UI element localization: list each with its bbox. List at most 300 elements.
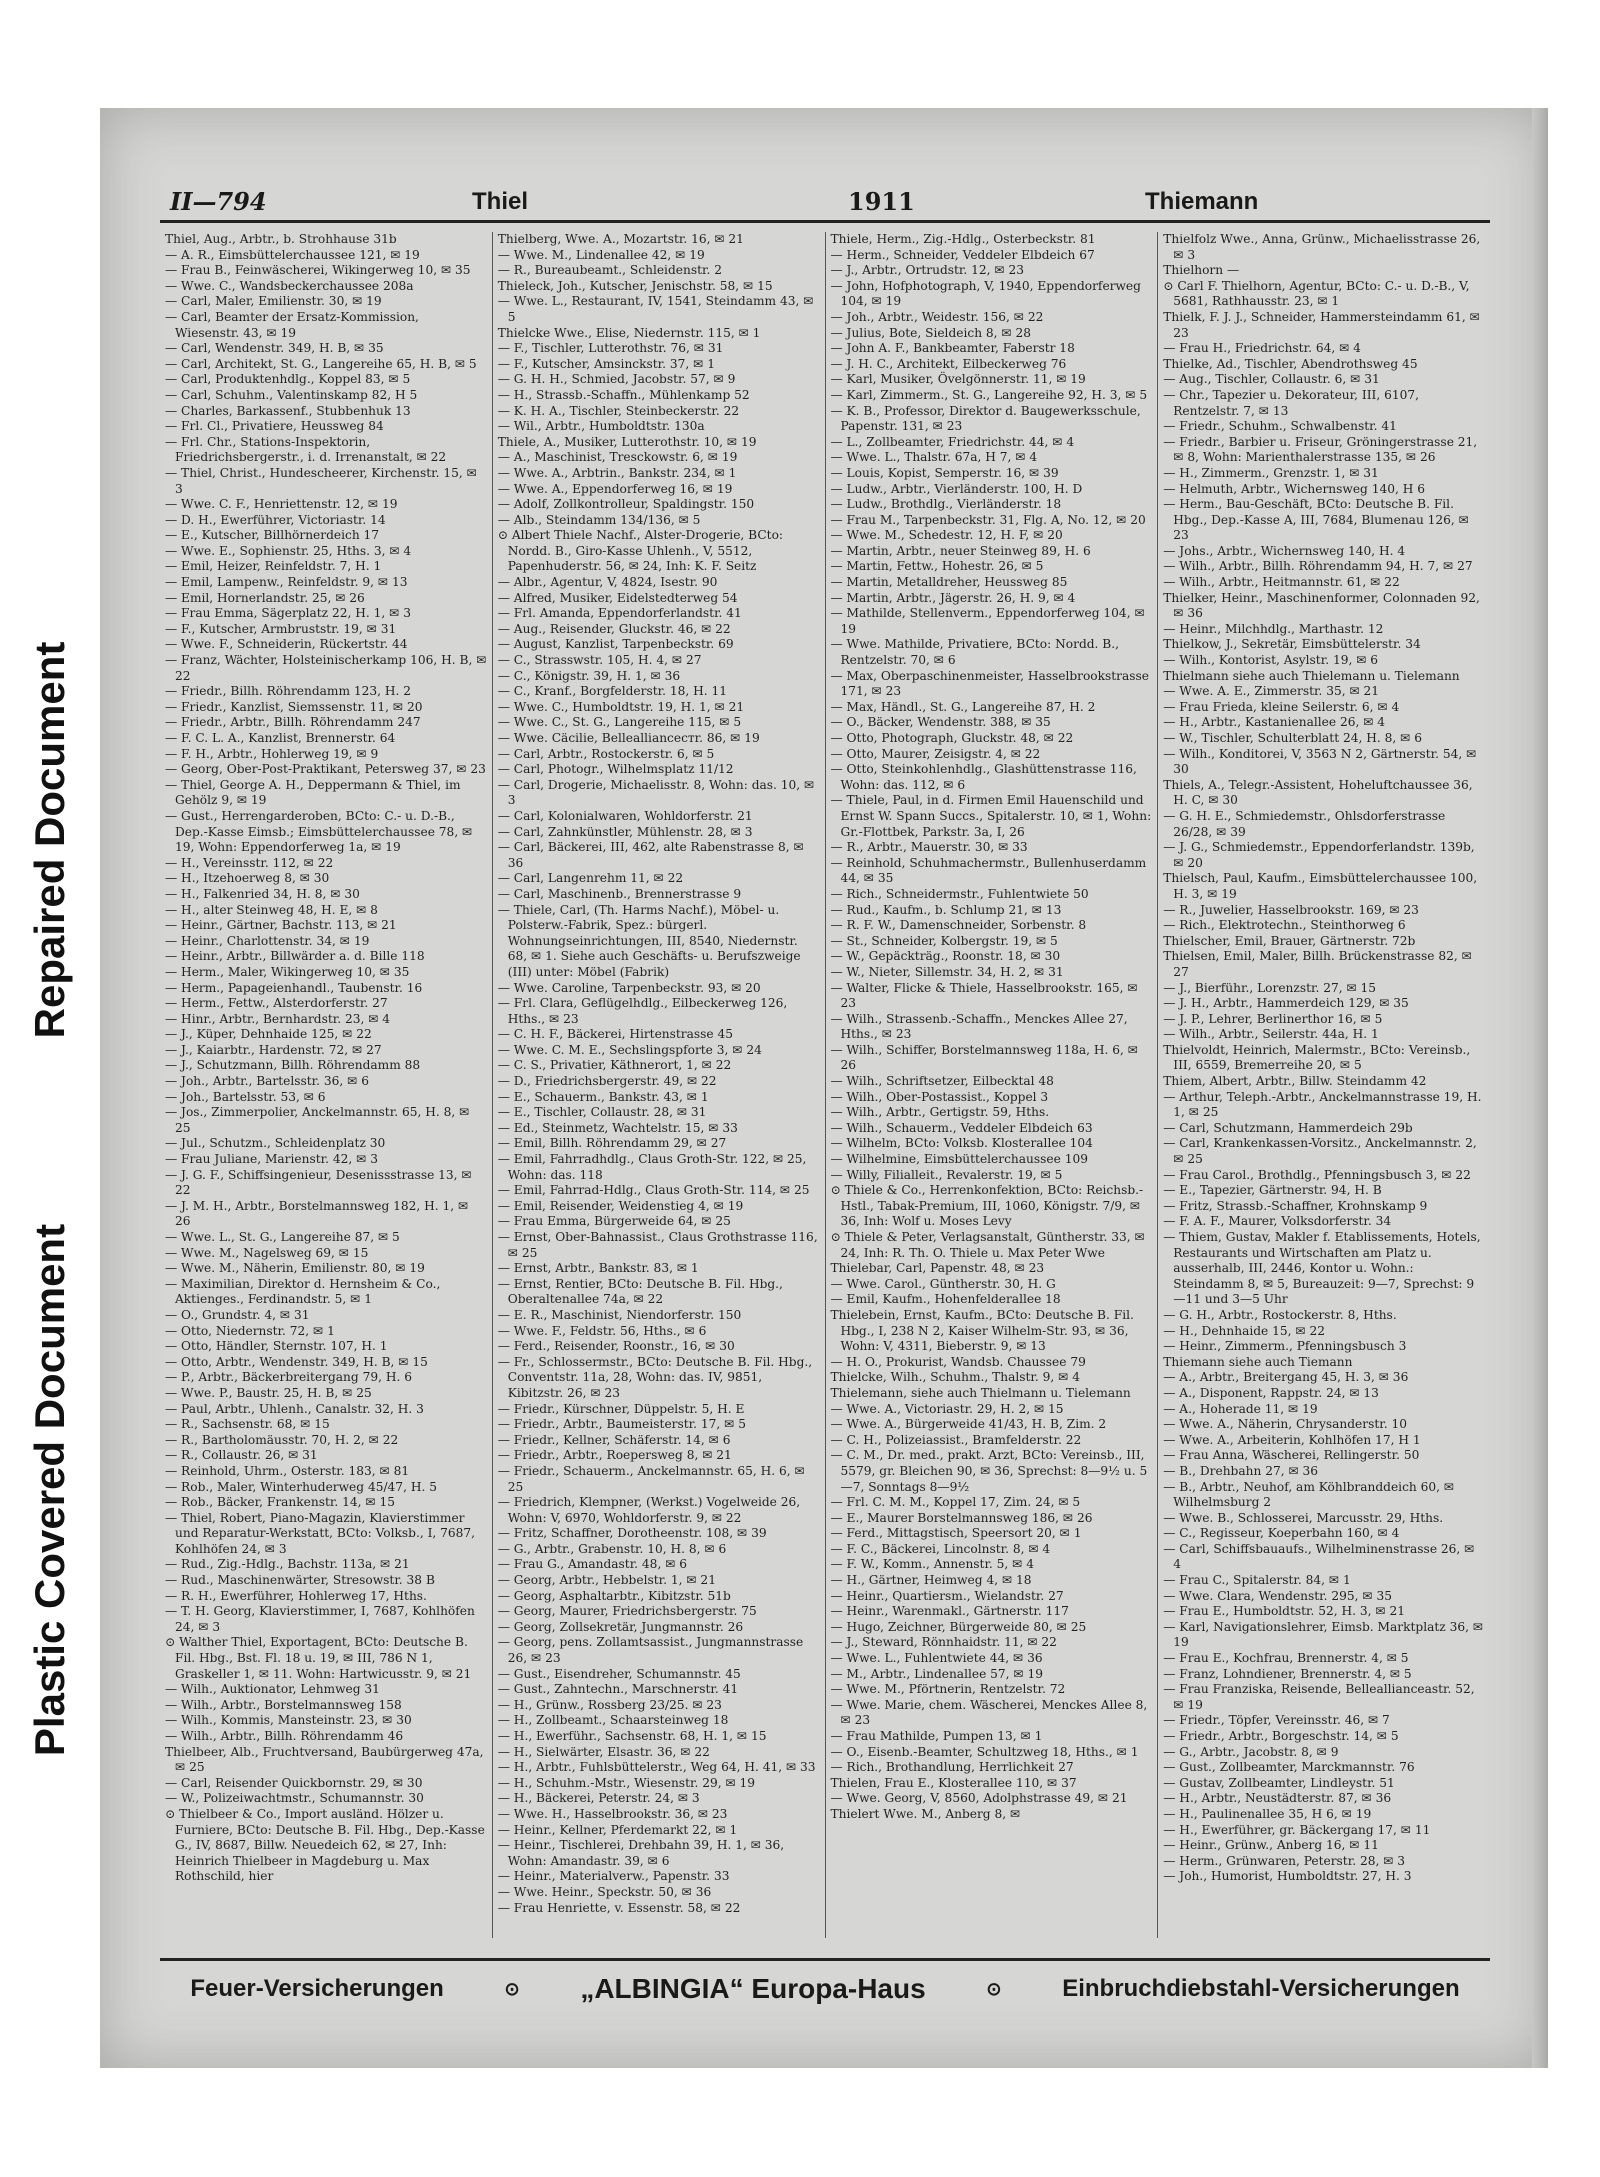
directory-entry: — Carl, Schutzmann, Hammerdeich 29b	[1163, 1120, 1413, 1135]
directory-entry: — Frau Mathilde, Pumpen 13, ✉ 1	[830, 1729, 1043, 1743]
footer-separator-icon: ⊙	[986, 1978, 1002, 1999]
directory-entry: — R. H., Ewerführer, Hohlerweg 17, Hths.	[165, 1588, 427, 1603]
directory-entry: Thielebar, Carl, Papenstr. 48, ✉ 23	[830, 1261, 1045, 1276]
directory-entry: — F. A. F., Maurer, Volksdorferstr. 34	[1163, 1214, 1392, 1229]
directory-entry: — Wilh., Arbtr., Heitmannstr. 61, ✉ 22	[1163, 575, 1400, 590]
directory-entry: ⊙ Carl F. Thielhorn, Agentur, BCto: C.- u. D.-B., V, 5681, Rathhausstr. 23, ✉ 1	[1163, 278, 1470, 309]
directory-entry: — G., Arbtr., Jacobstr. 8, ✉ 9	[1163, 1744, 1339, 1759]
directory-entry: — F. C., Bäckerei, Lincolnstr. 8, ✉ 4	[830, 1541, 1051, 1556]
directory-entry: Thielen, Frau E., Klosterallee 110, ✉ 37	[830, 1775, 1077, 1790]
directory-entry: — Frau Anna, Wäscherei, Rellingerstr. 50	[1163, 1448, 1420, 1463]
directory-entry: — Otto, Steinkohlenhdlg., Glashüttenstrasse 116, Wohn: das. 112, ✉ 6	[830, 762, 1137, 792]
directory-entry: — C., Königstr. 39, H. 1, ✉ 36	[497, 668, 681, 683]
directory-entry: — Franz, Lohndiener, Brennerstr. 4, ✉ 5	[1163, 1666, 1412, 1681]
directory-entry: — H., Ewerführ., Sachsenstr. 68, H. 1, ✉ 15	[497, 1729, 767, 1743]
directory-entry: — Martin, Fettw., Hohestr. 26, ✉ 5	[830, 559, 1044, 574]
directory-entry: — C., Strasswstr. 105, H. 4, ✉ 27	[497, 653, 702, 668]
directory-entry: — J., Arbtr., Ortrudstr. 12, ✉ 23	[830, 263, 1024, 278]
directory-entry: Thiels, A., Telegr.-Assistent, Hoheluftchaussee 36, H. C, ✉ 30	[1163, 777, 1473, 808]
directory-entry: — J., Steward, Rönnhaidstr. 11, ✉ 22	[830, 1635, 1057, 1650]
directory-entry: — Carl, Photogr., Wilhelmsplatz 11/12	[497, 762, 734, 777]
directory-entry: — E., Tischler, Collaustr. 28, ✉ 31	[497, 1105, 707, 1120]
directory-entry: — Ernst, Rentier, BCto: Deutsche B. Fil. Hbg., Oberaltenallee 74a, ✉ 22	[497, 1276, 783, 1307]
directory-entry: — Friedr., Arbtr., Borgeschstr. 14, ✉ 5	[1163, 1729, 1399, 1743]
directory-entry: — Chr., Tapezier u. Dekorateur, III, 6107, Rentzelstr. 7, ✉ 13	[1163, 387, 1419, 418]
directory-entry: — August, Kanzlist, Tarpenbeckstr. 69	[497, 637, 734, 652]
directory-entry: — O., Grundstr. 4, ✉ 31	[165, 1307, 310, 1322]
directory-entry: — Georg, Ober-Post-Praktikant, Petersweg 37, ✉ 23	[165, 762, 486, 777]
directory-entry: — Wilh., Kommis, Mansteinstr. 23, ✉ 30	[165, 1713, 412, 1728]
header-left-word: Thiel	[472, 188, 529, 215]
directory-entry: — Martin, Metalldreher, Heussweg 85	[830, 575, 1068, 590]
directory-entry: — Carl, Produktenhdlg., Koppel 83, ✉ 5	[165, 372, 411, 387]
directory-entry: — Frau E., Kochfrau, Brennerstr. 4, ✉ 5	[1163, 1651, 1409, 1666]
directory-entry: — A., Maschinist, Tresckowstr. 6, ✉ 19	[497, 450, 738, 465]
directory-entry: — W., Tischler, Schulterblatt 24, H. 8, ✉ 6	[1163, 731, 1422, 745]
directory-entry: — Wwe. H., Hasselbrookstr. 36, ✉ 23	[497, 1806, 728, 1821]
directory-entry: — Mathilde, Stellenverm., Eppendorferweg 104, ✉ 19	[830, 606, 1145, 636]
directory-entry: — Ferd., Mittagstisch, Speersort 20, ✉ 1	[830, 1526, 1082, 1541]
directory-entry: Thielebein, Ernst, Kaufm., BCto: Deutsche B. Fil. Hbg., I, 238 N 2, Kaiser Wilhelm-Str. 93, ✉ 36, Wohn: V, 4311, Bieberstr. 9, ✉ 13	[830, 1307, 1134, 1354]
directory-entry: — Thiel, Christ., Hundescheerer, Kirchenstr. 15, ✉ 3	[165, 465, 477, 496]
directory-entry: Thielk, F. J. J., Schneider, Hammersteindamm 61, ✉ 23	[1163, 309, 1480, 340]
directory-entry: — R., Bartholomäusstr. 70, H. 2, ✉ 22	[165, 1432, 399, 1447]
directory-entry: — E. R., Maschinist, Niendorferstr. 150	[497, 1307, 742, 1322]
directory-entry: — Herm., Papageienhandl., Taubenstr. 16	[165, 980, 423, 995]
directory-entry: — D., Friedrichsbergerstr. 49, ✉ 22	[497, 1074, 717, 1089]
directory-entry: — Karl, Navigationslehrer, Eimsb. Marktplatz 36, ✉ 19	[1163, 1619, 1484, 1650]
directory-entry: — Wilh., Arbtr., Seilerstr. 44a, H. 1	[1163, 1027, 1379, 1042]
directory-entry: — E., Maurer Borstelmannsweg 186, ✉ 26	[830, 1510, 1093, 1525]
directory-entry: — Friedr., Barbier u. Friseur, Gröningerstrasse 21, ✉ 8, Wohn: Marienthalerstrasse 135, ✉ 26	[1163, 434, 1478, 465]
directory-entry: — Fr., Schlossermstr., BCto: Deutsche B. Fil. Hbg., Conventstr. 11a, 28, Wohn: das. IV, 9851, Kibitzstr. 26, ✉ 23	[497, 1354, 813, 1400]
directory-entry: — R., Collaustr. 26, ✉ 31	[165, 1448, 318, 1463]
directory-entry: — Heinr., Kellner, Pferdemarkt 22, ✉ 1	[497, 1822, 738, 1837]
directory-entry: — G. H. H., Schmied, Jacobstr. 57, ✉ 9	[497, 372, 736, 387]
directory-entry: — Martin, Arbtr., neuer Steinweg 89, H. 6	[830, 543, 1091, 558]
directory-entry: — Rud., Zig.-Hdlg., Bachstr. 113a, ✉ 21	[165, 1557, 410, 1572]
directory-entry: — Wwe. Caroline, Tarpenbeckstr. 93, ✉ 20	[497, 980, 761, 995]
directory-entry: — Frau Emma, Sägerplatz 22, H. 1, ✉ 3	[165, 606, 411, 621]
directory-entry: ⊙ Thiele & Peter, Verlagsanstalt, Güntherstr. 33, ✉ 24, Inh: R. Th. O. Thiele u. Max Peter Wwe	[830, 1230, 1145, 1260]
directory-entry: — F., Tischler, Lutterothstr. 76, ✉ 31	[497, 341, 724, 356]
directory-entry: — Frau C., Spitalerstr. 84, ✉ 1	[1163, 1573, 1351, 1588]
directory-entry: — H., alter Steinweg 48, H. E, ✉ 8	[165, 902, 378, 917]
directory-entry: — W., Nieter, Sillemstr. 34, H. 2, ✉ 31	[830, 964, 1064, 979]
directory-entry: — Fritz, Schaffner, Dorotheenstr. 108, ✉ 39	[497, 1526, 767, 1541]
directory-entry: — Friedr., Arbtr., Billh. Röhrendamm 247	[165, 715, 421, 730]
directory-entry: — Frau G., Amandastr. 48, ✉ 6	[497, 1557, 688, 1572]
directory-entry: — Albr., Agentur, V, 4824, Isestr. 90	[497, 575, 718, 590]
directory-entry: Thielvoldt, Heinrich, Malermstr., BCto: Vereinsb., III, 6559, Bremerreihe 20, ✉ 5	[1163, 1042, 1471, 1073]
directory-entry: — Alb., Steindamm 134/136, ✉ 5	[497, 512, 701, 527]
directory-entry: — J., Kaiarbtr., Hardenstr. 72, ✉ 27	[165, 1042, 382, 1057]
directory-entry: — H., Strassb.-Schaffn., Mühlenkamp 52	[497, 387, 750, 402]
scanned-directory-page	[100, 108, 1548, 2068]
directory-entry: — F., Kutscher, Amsinckstr. 37, ✉ 1	[497, 356, 716, 371]
directory-entry: — Wwe. A., Näherin, Chrysanderstr. 10	[1163, 1417, 1407, 1432]
directory-entry: — J., Küper, Dehnhaide 125, ✉ 22	[165, 1027, 372, 1042]
directory-entry: — R. F. W., Damenschneider, Sorbenstr. 8	[830, 918, 1087, 933]
footer-center-text: „ALBINGIA“ Europa-Haus	[580, 1973, 926, 2004]
directory-entry: — D. H., Ewerführer, Victoriastr. 14	[165, 512, 386, 527]
directory-entry: — Frau Carol., Brothdlg., Pfenningsbusch 3, ✉ 22	[1163, 1167, 1471, 1182]
directory-entry: — Otto, Maurer, Zeisigstr. 4, ✉ 22	[830, 746, 1041, 761]
directory-entry: — M., Arbtr., Lindenallee 57, ✉ 19	[830, 1666, 1044, 1681]
directory-entry: — Gust., Zahntechn., Marschnerstr. 41	[497, 1682, 739, 1697]
directory-entry: — Wwe. M., Nagelsweg 69, ✉ 15	[165, 1245, 369, 1260]
directory-entry: — Karl, Zimmerm., St. G., Langereihe 92, H. 3, ✉ 5	[830, 387, 1148, 402]
directory-entry: — Wilh., Arbtr., Gertigstr. 59, Hths.	[830, 1105, 1050, 1120]
directory-entry: — Thiele, Carl, (Th. Harms Nachf.), Möbel- u. Polsterw.-Fabrik, Spez.: bürgerl. Wohnungseinrichtungen, III, 8540, Niedernstr. 68, ✉ 1. Siehe auch Geschäfts- u. Berufszweige (III) unter: Möbel (Fabrik)	[497, 902, 801, 979]
directory-entry: — Rud., Kaufm., b. Schlump 21, ✉ 13	[830, 902, 1062, 917]
page-edge	[1532, 108, 1548, 2068]
directory-entry: — Frau E., Humboldtstr. 52, H. 3, ✉ 21	[1163, 1604, 1405, 1619]
directory-entry: Thiele, Herm., Zig.-Hdlg., Osterbeckstr. 81	[830, 232, 1096, 246]
directory-entry: — H., Itzehoerweg 8, ✉ 30	[165, 871, 330, 886]
column-2	[493, 232, 826, 1938]
footer-left-text: Feuer-Versicherungen	[190, 1975, 444, 2002]
directory-entry: Thieleck, Joh., Kutscher, Jenischstr. 58, ✉ 15	[497, 278, 773, 293]
directory-entry: — Karl, Musiker, Övelgönnerstr. 11, ✉ 19	[830, 372, 1086, 387]
directory-entry: — J. P., Lehrer, Berlinerthor 16, ✉ 5	[1163, 1011, 1383, 1026]
directory-entry: — Frau H., Friedrichstr. 64, ✉ 4	[1163, 341, 1361, 356]
directory-entry: — Frl. Cl., Privatiere, Heussweg 84	[165, 419, 384, 434]
directory-entry: — Jul., Schutzm., Schleidenplatz 30	[165, 1136, 386, 1151]
directory-entry: — Ed., Steinmetz, Wachtelstr. 15, ✉ 33	[497, 1120, 738, 1135]
directory-entry: — H., Gärtner, Heimweg 4, ✉ 18	[830, 1573, 1032, 1588]
directory-entry: — G. H., Arbtr., Rostockerstr. 8, Hths.	[1163, 1307, 1397, 1322]
directory-entry: — Carl, Wendenstr. 349, H. B, ✉ 35	[165, 341, 384, 356]
directory-entry: — Friedr., Töpfer, Vereinsstr. 46, ✉ 7	[1163, 1713, 1390, 1728]
directory-entry: — Heinr., Quartiersm., Wielandstr. 27	[830, 1588, 1064, 1603]
directory-entry: Thielert Wwe. M., Anberg 8, ✉	[830, 1806, 1021, 1821]
directory-entry: — Wilh., Schauerm., Veddeler Elbdeich 63	[830, 1120, 1093, 1135]
directory-entry: — Emil, Lampenw., Reinfeldstr. 9, ✉ 13	[165, 575, 408, 590]
footer-advertisement	[160, 1958, 1490, 2017]
directory-entry: — Herm., Fettw., Alsterdorferstr. 27	[165, 996, 388, 1011]
directory-entry: — Friedr., Kanzlist, Siemssenstr. 11, ✉ 20	[165, 699, 423, 714]
directory-entry: — H., Bäckerei, Peterstr. 24, ✉ 3	[497, 1791, 700, 1806]
directory-entry: — B., Arbtr., Neuhof, am Köhlbranddeich 60, ✉ Wilhelmsburg 2	[1163, 1479, 1455, 1510]
directory-entry: — A., Arbtr., Breitergang 45, H. 3, ✉ 36	[1163, 1370, 1409, 1385]
directory-entry: — H. O., Prokurist, Wandsb. Chaussee 79	[830, 1354, 1086, 1369]
directory-entry: — Herm., Maler, Wikingerweg 10, ✉ 35	[165, 964, 410, 979]
directory-entry: — Heinr., Grünw., Anberg 16, ✉ 11	[1163, 1838, 1379, 1853]
directory-entry: — Frl. Amanda, Eppendorferlandstr. 41	[497, 606, 742, 621]
directory-entry: — Wilh., Arbtr., Borstelmannsweg 158	[165, 1697, 402, 1712]
directory-entry: Thielmann siehe auch Thielemann u. Tielemann	[1163, 668, 1460, 683]
directory-entry: — Georg, pens. Zollamtsassist., Jungmannstrasse 26, ✉ 23	[497, 1635, 804, 1666]
directory-entry: — Herm., Schneider, Veddeler Elbdeich 67	[830, 247, 1095, 262]
directory-entry: — Wwe. C. M. E., Sechslingspforte 3, ✉ 24	[497, 1042, 762, 1057]
directory-entry: — Louis, Kopist, Semperstr. 16, ✉ 39	[830, 465, 1059, 480]
directory-entry: — Friedr., Arbtr., Roepersweg 8, ✉ 21	[497, 1448, 732, 1463]
directory-entry: — Emil, Billh. Röhrendamm 29, ✉ 27	[497, 1136, 727, 1151]
directory-entry: Thielker, Heinr., Maschinenformer, Colonnaden 92, ✉ 36	[1163, 590, 1480, 621]
directory-entry: — Joh., Arbtr., Weidestr. 156, ✉ 22	[830, 309, 1044, 324]
directory-entry: — Georg, Arbtr., Hebbelstr. 1, ✉ 21	[497, 1573, 716, 1588]
directory-entry: — Wwe. Cäcilie, Belleallianceстr. 86, ✉ 19	[497, 731, 760, 745]
directory-entry: — Frl. Clara, Geflügelhdlg., Eilbeckerweg 126, Hths., ✉ 23	[497, 996, 788, 1026]
directory-entry: — H., Paulinenallee 35, H 6, ✉ 19	[1163, 1806, 1372, 1821]
directory-entry: — Otto, Händler, Sternstr. 107, H. 1	[165, 1339, 388, 1354]
directory-entry: — Wilh., Schriftsetzer, Eilbecktal 48	[830, 1074, 1054, 1089]
directory-entry: — Heinr., Arbtr., Billwärder a. d. Bille 118	[165, 949, 425, 964]
page-number: II—794	[170, 187, 267, 216]
directory-entry: — Otto, Photograph, Gluckstr. 48, ✉ 22	[830, 731, 1074, 745]
directory-entry: — Otto, Niedernstr. 72, ✉ 1	[165, 1323, 335, 1338]
directory-entry: — H., Arbtr., Kastanienallee 26, ✉ 4	[1163, 715, 1386, 730]
directory-entry: — Wwe. C. F., Henriettenstr. 12, ✉ 19	[165, 497, 398, 512]
directory-entry: — Ferd., Reisender, Roonstr., 16, ✉ 30	[497, 1339, 735, 1354]
directory-entry: — F., Kutscher, Armbruststr. 19, ✉ 31	[165, 621, 397, 636]
directory-entry: — Thiele, Paul, in d. Firmen Emil Hauenschild und Ernst W. Spann Succs., Spitalerstr. 10, ✉ 1, Wohn: Gr.-Flottbek, Parkstr. 3a, I, 26	[830, 793, 1152, 839]
directory-entry: — Wilh., Strassenb.-Schaffn., Menckes Allee 27, Hths., ✉ 23	[830, 1011, 1128, 1042]
directory-entry: — J. G., Schmiedemstr., Eppendorferlandstr. 139b, ✉ 20	[1163, 840, 1475, 870]
directory-entry: — Frau Emma, Bürgerweide 64, ✉ 25	[497, 1214, 731, 1229]
directory-entry: — Heinr., Materialverw., Papenstr. 33	[497, 1869, 730, 1884]
directory-entry: — G. H. E., Schmiedemstr., Ohlsdorferstrasse 26/28, ✉ 39	[1163, 808, 1446, 839]
directory-entry: — Reinhold, Uhrm., Osterstr. 183, ✉ 81	[165, 1463, 410, 1478]
directory-entry: — Wwe. Georg, V, 8560, Adolphstrasse 49, ✉ 21	[830, 1791, 1128, 1806]
directory-entry: — Maximilian, Direktor d. Hernsheim & Co., Aktienges., Ferdinandstr. 5, ✉ 1	[165, 1276, 441, 1307]
directory-entry: — Carl, Drogerie, Michaelisstr. 8, Wohn: das. 10, ✉ 3	[497, 777, 815, 808]
directory-entry: — Emil, Fahrradhdlg., Claus Groth-Str. 122, ✉ 25, Wohn: das. 118	[497, 1152, 807, 1182]
directory-entry: — Heinr., Gärtner, Bachstr. 113, ✉ 21	[165, 918, 397, 933]
header-year: 1911	[848, 187, 915, 216]
directory-entry: — Friedr., Kellner, Schäferstr. 14, ✉ 6	[497, 1432, 731, 1447]
directory-entry: — J. H., Arbtr., Hammerdeich 129, ✉ 35	[1163, 996, 1409, 1011]
directory-entry: — H., Arbtr., Fuhlsbüttelerstr., Weg 64, H. 41, ✉ 33	[497, 1760, 816, 1775]
directory-entry: — Herm., Bau-Geschäft, BCto: Deutsche B. Fil. Hbg., Dep.-Kasse A, III, 7684, Blumenau 126, ✉ 23	[1163, 497, 1469, 543]
directory-entry: — H., Schuhm.-Mstr., Wiesenstr. 29, ✉ 19	[497, 1775, 756, 1790]
directory-entry: — J., Schutzmann, Billh. Röhrendamm 88	[165, 1058, 421, 1073]
directory-entry: Thiele, A., Musiker, Lutterothstr. 10, ✉ 19	[497, 434, 757, 449]
directory-entry: — W., Polizeiwachtmstr., Schumannstr. 30	[165, 1791, 424, 1806]
directory-entry: — Wwe. Carol., Güntherstr. 30, H. G	[830, 1276, 1056, 1291]
directory-entry: — Wwe. A., Victoriastr. 29, H. 2, ✉ 15	[830, 1401, 1064, 1416]
directory-entry: — Friedr., Schauerm., Anckelmannstr. 65, H. 6, ✉ 25	[497, 1463, 805, 1494]
directory-entry: — Gust., Zollbeamter, Marckmannstr. 76	[1163, 1760, 1415, 1775]
directory-entry: Thielscher, Emil, Brauer, Gärtnerstr. 72b	[1163, 933, 1416, 948]
directory-entry: Thielberg, Wwe. A., Mozartstr. 16, ✉ 21	[497, 232, 744, 246]
directory-entry: Thielsch, Paul, Kaufm., Eimsbüttelerchaussee 100, H. 3, ✉ 19	[1163, 871, 1478, 901]
directory-entry: — O., Bäcker, Wendenstr. 388, ✉ 35	[830, 715, 1051, 730]
directory-entry: — Emil, Hornerlandstr. 25, ✉ 26	[165, 590, 365, 605]
directory-entry: — C. H. F., Bäckerei, Hirtenstrasse 45	[497, 1027, 733, 1042]
directory-entry: — L., Zollbeamter, Friedrichstr. 44, ✉ 4	[830, 434, 1075, 449]
directory-entry: Thielcke, Wilh., Schuhm., Thalstr. 9, ✉ 4	[830, 1370, 1081, 1385]
directory-entry: — K. B., Professor, Direktor d. Baugewerksschule, Papenstr. 131, ✉ 23	[830, 403, 1141, 434]
directory-entry: — Gustav, Zollbeamter, Lindleystr. 51	[1163, 1775, 1395, 1790]
directory-entry: — Julius, Bote, Sieldeich 8, ✉ 28	[830, 325, 1032, 340]
directory-entry: Thielcke Wwe., Elise, Niedernstr. 115, ✉ 1	[497, 325, 761, 340]
directory-entry: — Rich., Elektrotechn., Steinthorweg 6	[1163, 918, 1406, 933]
directory-entry: — F. C. L. A., Kanzlist, Brennerstr. 64	[165, 731, 396, 745]
directory-entry: — Wwe. A., Arbtrin., Bankstr. 234, ✉ 1	[497, 465, 737, 480]
directory-entry: — H., Grünw., Rossberg 23/25. ✉ 23	[497, 1697, 722, 1712]
directory-entry: — Hugo, Zeichner, Bürgerweide 80, ✉ 25	[830, 1619, 1087, 1634]
directory-entry: — E., Kutscher, Billhörnerdeich 17	[165, 528, 380, 543]
directory-entry: — Wil., Arbtr., Humboldtstr. 130a	[497, 419, 705, 434]
directory-entry: — Wwe. C., Wandsbeckerchaussee 208a	[165, 278, 414, 293]
directory-entry: — Frau Henriette, v. Essenstr. 58, ✉ 22	[497, 1900, 741, 1915]
directory-entry: — Wilh., Ober-Postassist., Koppel 3	[830, 1089, 1049, 1104]
directory-entry: — Carl, Krankenkassen-Vorsitz., Anckelmannstr. 2, ✉ 25	[1163, 1136, 1477, 1167]
directory-entry: — John A. F., Bankbeamter, Faberstr 18	[830, 341, 1075, 356]
directory-entry: — Wwe. B., Schlosserei, Marcusstr. 29, Hths.	[1163, 1510, 1444, 1525]
directory-entry: — Wwe. A., Eppendorferweg 16, ✉ 19	[497, 481, 733, 496]
directory-entry: — H., Zollbeamt., Schaarsteinweg 18	[497, 1713, 729, 1728]
directory-entry: — Adolf, Zollkontrolleur, Spaldingstr. 150	[497, 497, 755, 512]
directory-entry: — Ernst, Arbtr., Bankstr. 83, ✉ 1	[497, 1261, 699, 1276]
directory-entry: — Ludw., Arbtr., Vierländerstr. 100, H. D	[830, 481, 1083, 496]
directory-entry: — Max, Oberpaschinenmeister, Hasselbrookstrasse 171, ✉ 23	[830, 668, 1149, 699]
directory-entry: — Frl. C. M. M., Koppel 17, Zim. 24, ✉ 5	[830, 1495, 1081, 1510]
directory-entry: — Wwe. Mathilde, Privatiere, BCto: Nordd. B., Rentzelstr. 70, ✉ 6	[830, 637, 1120, 668]
directory-entry: — Wwe. Heinr., Speckstr. 50, ✉ 36	[497, 1884, 712, 1899]
directory-entry: — Heinr., Tischlerei, Drehbahn 39, H. 1, ✉ 36, Wohn: Amandastr. 39, ✉ 6	[497, 1838, 785, 1868]
directory-entry: — C. M., Dr. med., prakt. Arzt, BCto: Vereinsb., III, 5579, gr. Bleichen 90, ✉ 36, Sprechst: 8—9½ u. 5—7, Sonntags 8—9½	[830, 1448, 1148, 1494]
directory-columns	[160, 232, 1490, 1938]
directory-entry: — R., Juwelier, Hasselbrookstr. 169, ✉ 23	[1163, 902, 1419, 917]
directory-entry: — Wwe. M., Schedestr. 12, H. F, ✉ 20	[830, 528, 1063, 543]
directory-entry: — Rich., Schneidermstr., Fuhlentwiete 50	[830, 886, 1089, 901]
directory-entry: — Friedr., Kürschner, Düppelstr. 5, H. E	[497, 1401, 745, 1416]
directory-entry: — Arthur, Teleph.-Arbtr., Anckelmannstrasse 19, H. 1, ✉ 25	[1163, 1089, 1482, 1120]
directory-entry: — Rud., Maschinenwärter, Stresowstr. 38 B	[165, 1573, 435, 1588]
directory-entry: — Friedr., Billh. Röhrendamm 123, H. 2	[165, 684, 412, 699]
directory-entry: — Rich., Brothandlung, Herrlichkeit 27	[830, 1760, 1074, 1775]
directory-entry: — H., Arbtr., Neustädterstr. 87, ✉ 36	[1163, 1791, 1392, 1806]
directory-entry: — St., Schneider, Kolbergstr. 19, ✉ 5	[830, 933, 1058, 948]
directory-entry: — Georg, Asphaltarbtr., Kibitzstr. 51b	[497, 1588, 731, 1603]
directory-entry: — A., Disponent, Rappstr. 24, ✉ 13	[1163, 1385, 1379, 1400]
directory-entry: — A. R., Eimsbüttelerchaussee 121, ✉ 19	[165, 247, 420, 262]
directory-entry: — H., Vereinsstr. 112, ✉ 22	[165, 855, 334, 870]
directory-entry: — Gust., Eisendreher, Schumannstr. 45	[497, 1666, 741, 1681]
directory-entry: — Carl, Langenrehm 11, ✉ 22	[497, 871, 684, 886]
directory-entry: — Wwe. C., Humboldtstr. 19, H. 1, ✉ 21	[497, 699, 745, 714]
directory-entry: — Wilhelmine, Eimsbüttelerchaussee 109	[830, 1152, 1088, 1167]
directory-entry: — Wwe. Marie, chem. Wäscherei, Menckes Allee 8, ✉ 23	[830, 1697, 1148, 1728]
directory-entry: — John, Hofphotograph, V, 1940, Eppendorferweg 104, ✉ 19	[830, 278, 1141, 309]
directory-entry: — Friedr., Arbtr., Baumeisterstr. 17, ✉ 5	[497, 1417, 746, 1432]
directory-entry: — Wilh., Arbtr., Billh. Röhrendamm 94, H. 7, ✉ 27	[1163, 559, 1473, 574]
directory-entry: — Willy, Filialleit., Revalerstr. 19, ✉ 5	[830, 1167, 1063, 1182]
directory-entry: — Johs., Arbtr., Wichernsweg 140, H. 4	[1163, 543, 1406, 558]
directory-entry: — Reinhold, Schuhmachermstr., Bullenhuserdamm 44, ✉ 35	[830, 855, 1147, 886]
footer-separator-icon: ⊙	[504, 1978, 520, 1999]
directory-entry: Thiemann siehe auch Tiemann	[1163, 1354, 1353, 1369]
directory-entry: — C. S., Privatier, Käthnerort, 1, ✉ 22	[497, 1058, 732, 1073]
directory-entry: — Wwe. F., Schneiderin, Rückertstr. 44	[165, 637, 408, 652]
directory-entry: — B., Drehbahn 27, ✉ 36	[1163, 1463, 1319, 1478]
directory-entry: — Carl, Arbtr., Rostockerstr. 6, ✉ 5	[497, 746, 715, 761]
directory-entry: — Wwe. Clara, Wendenstr. 295, ✉ 35	[1163, 1588, 1393, 1603]
directory-entry: — Carl, Schuhm., Valentinskamp 82, H 5	[165, 387, 418, 402]
directory-entry: — J. G. F., Schiffsingenieur, Desenissstrasse 13, ✉ 22	[165, 1167, 472, 1198]
directory-entry: Thielhorn —	[1163, 263, 1240, 278]
directory-entry: — O., Eisenb.-Beamter, Schultzweg 18, Hths., ✉ 1	[830, 1744, 1139, 1759]
directory-entry: — C., Kranf., Borgfelderstr. 18, H. 11	[497, 684, 727, 699]
directory-entry: — G., Arbtr., Grabenstr. 10, H. 8, ✉ 6	[497, 1541, 727, 1556]
directory-entry: — W., Gepäckträg., Roonstr. 18, ✉ 30	[830, 949, 1061, 964]
directory-entry: Thielbeer, Alb., Fruchtversand, Baubürgerweg 47a, ✉ 25	[165, 1744, 484, 1775]
directory-entry: — Wwe. M., Lindenallee 42, ✉ 19	[497, 247, 705, 262]
directory-entry: — Wwe. A., Bürgerweide 41/43, H. B, Zim. 2	[830, 1417, 1107, 1432]
directory-entry: — Martin, Arbtr., Jägerstr. 26, H. 9, ✉ 4	[830, 590, 1076, 605]
directory-entry: — Heinr., Warenmakl., Gärtnerstr. 117	[830, 1604, 1069, 1619]
directory-entry: — H., Sielwärter, Elsastr. 36, ✉ 22	[497, 1744, 710, 1759]
directory-entry: — Alfred, Musiker, Eidelstedterweg 54	[497, 590, 738, 605]
directory-entry: — Carl, Bäckerei, III, 462, alte Rabenstrasse 8, ✉ 36	[497, 840, 804, 870]
directory-entry: — Wwe. A. E., Zimmerstr. 35, ✉ 21	[1163, 684, 1380, 699]
directory-entry: — J. H. C., Architekt, Eilbeckerweg 76	[830, 356, 1067, 371]
directory-entry: — Carl, Maler, Emilienstr. 30, ✉ 19	[165, 294, 382, 309]
side-labels	[0, 0, 100, 2177]
directory-entry: — Frau M., Tarpenbeckstr. 31, Flg. A, No. 12, ✉ 20	[830, 512, 1146, 527]
directory-entry: — J., Bierführ., Lorenzstr. 27, ✉ 15	[1163, 980, 1377, 995]
directory-entry: — J. M. H., Arbtr., Borstelmannsweg 182, H. 1, ✉ 26	[165, 1198, 469, 1229]
directory-entry: — Franz, Wächter, Holsteinischerkamp 106, H. B, ✉ 22	[165, 653, 487, 683]
directory-entry: — Carl, Schiffsbauaufs., Wilhelminenstrasse 26, ✉ 4	[1163, 1541, 1475, 1572]
directory-entry: — Carl, Architekt, St. G., Langereihe 65, H. B, ✉ 5	[165, 356, 477, 371]
directory-entry: — Wwe. A., Arbeiterin, Kohlhöfen 17, H 1	[1163, 1432, 1421, 1447]
directory-entry: — Heinr., Charlottenstr. 34, ✉ 19	[165, 933, 370, 948]
directory-entry: — Carl, Maschinenb., Brennerstrasse 9	[497, 886, 742, 901]
directory-entry: — Frau Franziska, Reisende, Belleallianceastr. 52, ✉ 19	[1163, 1682, 1475, 1712]
directory-entry: — T. H. Georg, Klavierstimmer, I, 7687, Kohlhöfen 24, ✉ 3	[165, 1604, 475, 1634]
directory-entry: — Georg, Maurer, Friedrichsbergerstr. 75	[497, 1604, 757, 1619]
directory-entry: Thielfolz Wwe., Anna, Grünw., Michaelisstrasse 26, ✉ 3	[1163, 232, 1481, 262]
directory-entry: — Heinr., Zimmerm., Pfenningsbusch 3	[1163, 1339, 1407, 1354]
column-4	[1158, 232, 1490, 1938]
directory-entry: — Wwe. L., Thalstr. 67a, H 7, ✉ 4	[830, 450, 1038, 465]
directory-entry: — Max, Händl., St. G., Langereihe 87, H. 2	[830, 699, 1096, 714]
directory-entry: — Wwe. C., St. G., Langereihe 115, ✉ 5	[497, 715, 742, 730]
directory-entry: — R., Arbtr., Mauerstr. 30, ✉ 33	[830, 840, 1028, 855]
directory-entry: — P., Arbtr., Bäckerbreitergang 79, H. 6	[165, 1370, 412, 1385]
directory-entry: Thielkow, J., Sekretär, Eimsbüttelerstr. 34	[1163, 637, 1421, 652]
directory-entry: — F. H., Arbtr., Hohlerweg 19, ✉ 9	[165, 746, 379, 761]
directory-entry: — Frau Frieda, kleine Seilerstr. 6, ✉ 4	[1163, 699, 1400, 714]
directory-entry: — Rob., Maler, Winterhuderweg 45/47, H. 5	[165, 1479, 437, 1494]
directory-entry: — Thiel, Robert, Piano-Magazin, Klavierstimmer und Reparatur-Werkstatt, BCto: Volksb., I, 7687, Kohlhöfen 24, ✉ 3	[165, 1510, 476, 1556]
directory-entry: — H., Ewerführer, gr. Bäckergang 17, ✉ 11	[1163, 1822, 1431, 1837]
directory-entry: — Wilh., Konditorei, V, 3563 N 2, Gärtnerstr. 54, ✉ 30	[1163, 746, 1477, 777]
directory-entry: — Friedr., Schuhm., Schwalbenstr. 41	[1163, 419, 1397, 434]
directory-entry: ⊙ Walther Thiel, Exportagent, BCto: Deutsche B. Fil. Hbg., Bst. Fl. 18 u. 19, ✉ III, 786 N 1, Graskeller 1, ✉ 11. Wohn: Hartwicusstr. 9, ✉ 21	[165, 1635, 472, 1681]
directory-entry: — Wilh., Auktionator, Lehmweg 31	[165, 1682, 380, 1697]
directory-entry: — Paul, Arbtr., Uhlenh., Canalstr. 32, H. 3	[165, 1401, 424, 1416]
directory-entry: — Wwe. P., Baustr. 25, H. B, ✉ 25	[165, 1385, 372, 1400]
directory-entry: — Charles, Barkassenf., Stubbenhuk 13	[165, 403, 411, 418]
column-3	[826, 232, 1159, 1938]
directory-entry: — Carl, Zahnkünstler, Mühlenstr. 28, ✉ 3	[497, 824, 753, 839]
directory-entry: Thielsen, Emil, Maler, Billh. Brückenstrasse 82, ✉ 27	[1163, 949, 1472, 979]
directory-entry: — Carl, Reisender Quickbornstr. 29, ✉ 30	[165, 1775, 423, 1790]
directory-entry: — Emil, Fahrrad-Hdlg., Claus Groth-Str. 114, ✉ 25	[497, 1183, 810, 1198]
directory-entry: — Wilh., Kontorist, Asylstr. 19, ✉ 6	[1163, 653, 1379, 668]
directory-entry: — Ludw., Brothdlg., Vierländerstr. 18	[830, 497, 1062, 512]
directory-entry: ⊙ Albert Thiele Nachf., Alster-Drogerie, BCto: Nordd. B., Giro-Kasse Uhlenh., V, 5512, Papenhuderstr. 56, ✉ 24, Inh: K. F. Seitz	[497, 528, 784, 574]
directory-entry: — Joh., Bartelsstr. 53, ✉ 6	[165, 1089, 326, 1104]
directory-entry: — Aug., Tischler, Collaustr. 6, ✉ 31	[1163, 372, 1380, 387]
directory-entry: — Carl, Kolonialwaren, Wohldorferstr. 21	[497, 808, 753, 823]
directory-entry: — A., Hoherade 11, ✉ 19	[1163, 1401, 1318, 1416]
